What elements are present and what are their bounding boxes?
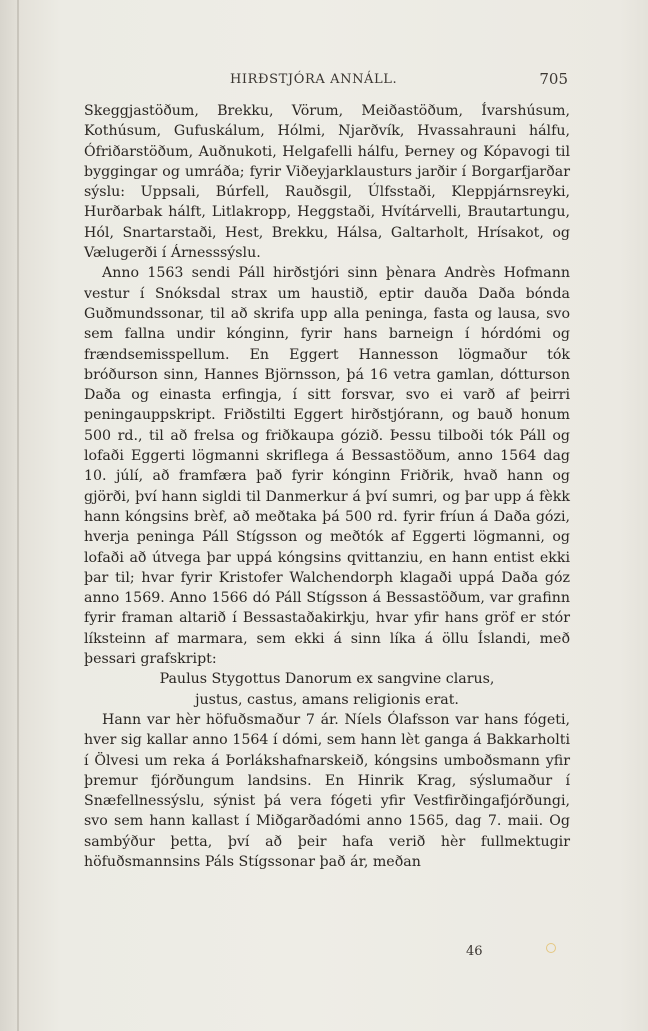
stain-mark xyxy=(546,943,556,953)
page-number: 705 xyxy=(539,70,568,88)
page-header xyxy=(84,70,568,92)
body-text xyxy=(84,101,570,872)
epitaph-line-1: Paulus Stygottus Danorum ex sangvine clarus, xyxy=(159,671,495,688)
running-title: HIRÐSTJÓRA ANNÁLL. xyxy=(230,72,398,87)
paragraph-1: Skeggjastöðum, Brekku, Vörum, Meiðastöðum, Ívarshúsum, Kothúsum, Gufuskálum, Hólmi, Njarðvík, Hvassahrauni hálfu, Ófriðarstöðum, Auðnukoti, Helgafelli hálfu, Þerney og Kópavogi til byggingar og umráða; fyrir Viðeyjarklausturs jarðir í Borgarfjarðar sýslu: Uppsali, Búrfell, Rauðsgil, Úlfsstaði, Kleppjárnsreyki, Hurðarbak hálft, Litlakropp, Heggstaði, Hvítárvelli, Brautartungu, Hól, Snartarstaði, Hest, Brekku, Hálsa, Galtarholt, Hrísakot, og Vælugerði í Árnesssýslu. xyxy=(84,103,570,262)
page-gutter xyxy=(17,0,19,1031)
paragraph-2: Anno 1563 sendi Páll hirðstjóri sinn þènara Andrès Hofmann vestur í Snóksdal strax um haustið, eptir dauða Daða bónda Guðmundssonar, til að skrifa upp alla peninga, fasta og lausa, svo sem fallna undir kónginn, fyrir hans barneign í hórdómi og frændsemisspellum. En Eggert Hannesson lögmaður tók bróðurson sinn, Hannes Björnsson, þá 16 vetra gamlan, dótturson Daða og einasta erfingja, í sitt forsvar, svo ei varð af þeirri peningauppskript. Friðstilti Eggert hirðstjórann, og bauð honum 500 rd., til að frelsa og friðkaupa gózið. Þessu tilboði tók Páll og lofaði Eggerti lögmanni skriflega á Bessastöðum, anno 1564 dag 10. júlí, að framfæra það fyrir kónginn Friðrik, hvað hann og gjörði, því hann sigldi til Danmerkur á því sumri, og þar upp á fèkk hann kóngsins brèf, að meðtaka þá 500 rd. fyrir fríun á Daða gózi, hverja peninga Páll Stígsson og meðtók af Eggerti lögmanni, og lofaði að útvega þar uppá kóngsins qvittanziu, en hann entist ekki þar til; hvar fyrir Kristofer Walchendorph klagaði uppá Daða góz anno 1569. Anno 1566 dó Páll Stígsson á Bessastöðum, var grafinn fyrir framan altarið í Bessastaðakirkju, hvar yfir hans gröf er stór líksteinn af marmara, sem ekki á sinn líka á öllu Íslandi, með þessari grafskript: xyxy=(84,265,570,668)
signature-mark: 46 xyxy=(466,944,483,959)
epitaph-line-2: justus, castus, amans religionis erat. xyxy=(195,691,459,708)
paragraph-3: Hann var hèr höfuðsmaður 7 ár. Níels Ólafsson var hans fógeti, hver sig kallar anno 1564 í dómi, sem hann lèt ganga á Bakkarholti í Ölvesi um reka á Þorlákshafnarskeið, kóngsins umboðsmann yfir þremur fjórðungum landsins. En Hinrik Krag, sýslumaður í Snæfellnessýslu, sýnist þá vera fógeti yfir Vestfirðingafjórðungi, svo sem hann kallast í Miðgarðadómi anno 1565, dag 7. maii. Og sambýður þetta, því að þeir hafa verið hèr fullmektugir höfuðsmannsins Páls Stígssonar það ár, meðan xyxy=(84,711,570,870)
